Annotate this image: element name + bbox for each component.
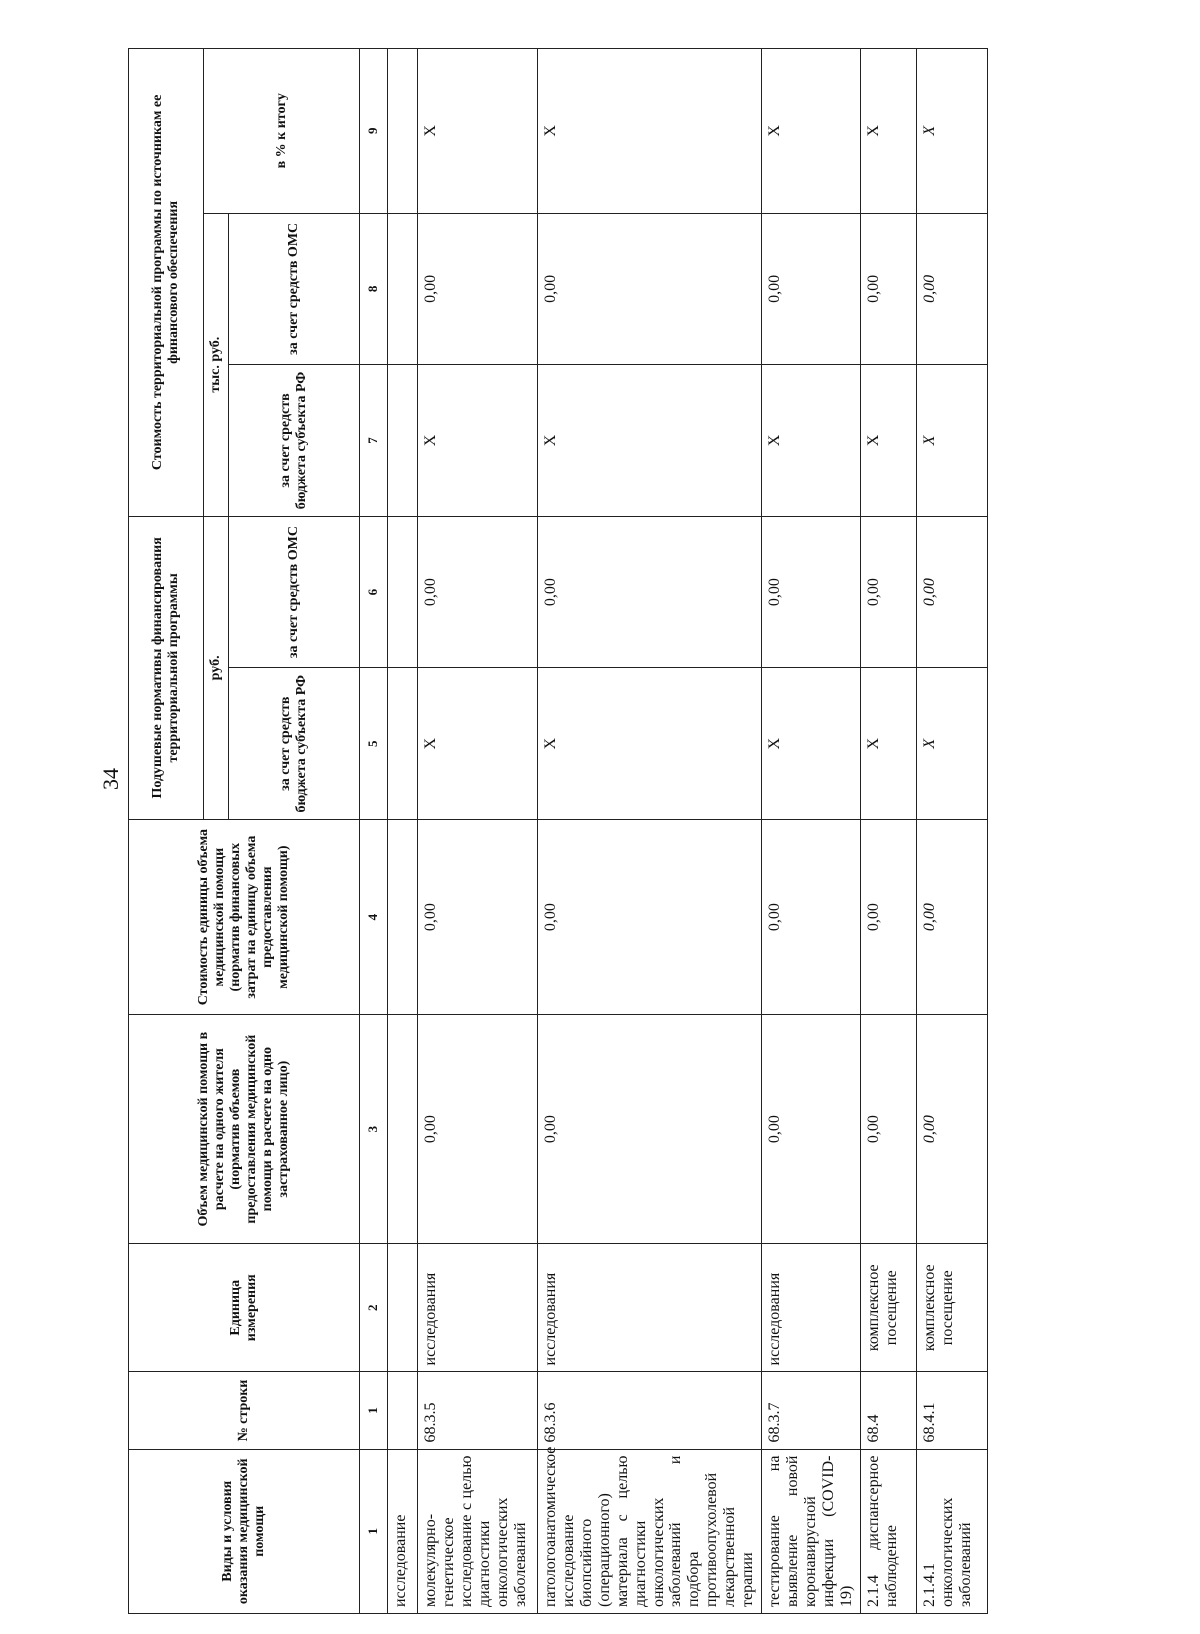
row-unit-cost: 0,00 [538, 819, 762, 1014]
page-number: 34 [98, 768, 123, 790]
row-tc-oms [388, 213, 418, 365]
row-percent: X [418, 49, 538, 214]
column-number: 1 [360, 1449, 388, 1613]
column-number: 2 [360, 1243, 388, 1371]
header-unit-rub: руб. [204, 516, 229, 819]
column-number: 9 [360, 49, 388, 214]
row-no: 68.4.1 [916, 1372, 987, 1449]
row-pc-oms: 0,00 [418, 516, 538, 668]
row-percent: X [860, 49, 916, 214]
row-unit: исследования [418, 1243, 538, 1371]
column-number: 4 [360, 819, 388, 1014]
row-no: 68.3.6 [538, 1372, 762, 1449]
row-pc-oms [388, 516, 418, 668]
table-row [860, 49, 916, 1614]
row-volume: 0,00 [418, 1015, 538, 1244]
row-no [388, 1372, 418, 1449]
header-types: Виды и условия оказания медицинской помощи [129, 1449, 360, 1613]
row-unit: комплексное посещение [860, 1243, 916, 1371]
row-name: патологоанатомическое исследование биопсийного (операционного) материала с целью диагностики онкологических заболеваний и подбора противоопухолевой лекарственной терапии [538, 1449, 762, 1613]
header-cost-group: Стоимость территориальной программы по источникам ее финансового обеспечения [129, 49, 204, 517]
row-percent [388, 49, 418, 214]
header-pc-budget: за счет средств бюджета субъекта РФ [229, 668, 360, 820]
row-no: 68.3.7 [761, 1372, 860, 1449]
row-unit: комплексное посещение [916, 1243, 987, 1371]
column-number: 6 [360, 516, 388, 668]
row-pc-budget: X [418, 668, 538, 820]
row-unit-cost [388, 819, 418, 1014]
row-tc-budget: X [761, 365, 860, 517]
row-tc-oms: 0,00 [418, 213, 538, 365]
row-tc-oms: 0,00 [538, 213, 762, 365]
row-pc-oms: 0,00 [860, 516, 916, 668]
header-tc-budget: за счет средств бюджета субъекта РФ [229, 365, 360, 517]
header-unit-cost: Стоимость единицы объема медицинской помощи (норматив финансовых затрат на единицу объема предоставления медицинской помощи) [129, 819, 360, 1014]
row-tc-oms: 0,00 [761, 213, 860, 365]
header-per-capita-group: Подушевые нормативы финансирования территориальной программы [129, 516, 204, 819]
column-number: 7 [360, 365, 388, 517]
row-name: тестирование на выявление новой коронавирусной инфекции (COVID-19) [761, 1449, 860, 1613]
row-tc-budget: X [860, 365, 916, 517]
row-name: 2.1.4 диспансерное наблюдение [860, 1449, 916, 1613]
row-tc-budget: X [538, 365, 762, 517]
row-unit-cost: 0,00 [418, 819, 538, 1014]
column-number: 1 [360, 1372, 388, 1449]
row-volume: 0,00 [916, 1015, 987, 1244]
header-unit-thousand-rub: тыс. руб. [204, 213, 229, 516]
column-number-row [360, 49, 388, 1614]
row-pc-oms: 0,00 [916, 516, 987, 668]
column-number: 5 [360, 668, 388, 820]
row-name: молекулярно-генетическое исследование с целью диагностики онкологических заболеваний [418, 1449, 538, 1613]
row-pc-oms: 0,00 [761, 516, 860, 668]
row-name: 2.1.4.1 онкологических заболеваний [916, 1449, 987, 1613]
row-no: 68.4 [860, 1372, 916, 1449]
row-unit-cost: 0,00 [860, 819, 916, 1014]
row-pc-budget: X [860, 668, 916, 820]
table-row [388, 49, 418, 1614]
header-unit: Единица измерения [129, 1243, 360, 1371]
table-row [418, 49, 538, 1614]
header-pc-oms: за счет средств ОМС [229, 516, 360, 668]
row-volume: 0,00 [538, 1015, 762, 1244]
column-number: 3 [360, 1015, 388, 1244]
header-percent: в % к итогу [204, 49, 360, 214]
row-pc-budget: X [761, 668, 860, 820]
row-tc-budget: X [418, 365, 538, 517]
row-volume: 0,00 [860, 1015, 916, 1244]
row-unit: исследования [761, 1243, 860, 1371]
row-pc-budget: X [916, 668, 987, 820]
header-volume: Объем медицинской помощи в расчете на одного жителя (норматив объемов предоставления медицинской помощи в расчете на одно застрахованное лицо) [129, 1015, 360, 1244]
row-unit-cost: 0,00 [761, 819, 860, 1014]
row-unit: исследования [538, 1243, 762, 1371]
financing-table-sheet [128, 48, 978, 1614]
row-pc-budget [388, 668, 418, 820]
row-pc-budget: X [538, 668, 762, 820]
header-tc-oms: за счет средств ОМС [229, 213, 360, 365]
row-percent: X [916, 49, 987, 214]
row-volume [388, 1015, 418, 1244]
row-percent: X [538, 49, 762, 214]
table-row [761, 49, 860, 1614]
row-pc-oms: 0,00 [538, 516, 762, 668]
row-percent: X [761, 49, 860, 214]
row-unit-cost: 0,00 [916, 819, 987, 1014]
row-tc-oms: 0,00 [860, 213, 916, 365]
row-tc-oms: 0,00 [916, 213, 987, 365]
row-volume: 0,00 [761, 1015, 860, 1244]
row-unit [388, 1243, 418, 1371]
row-name: исследование [388, 1449, 418, 1613]
header-row-no: № строки [129, 1372, 360, 1449]
row-no: 68.3.5 [418, 1372, 538, 1449]
row-tc-budget [388, 365, 418, 517]
financing-table [128, 48, 988, 1614]
table-row [916, 49, 987, 1614]
column-number: 8 [360, 213, 388, 365]
row-tc-budget: X [916, 365, 987, 517]
table-row [538, 49, 762, 1614]
